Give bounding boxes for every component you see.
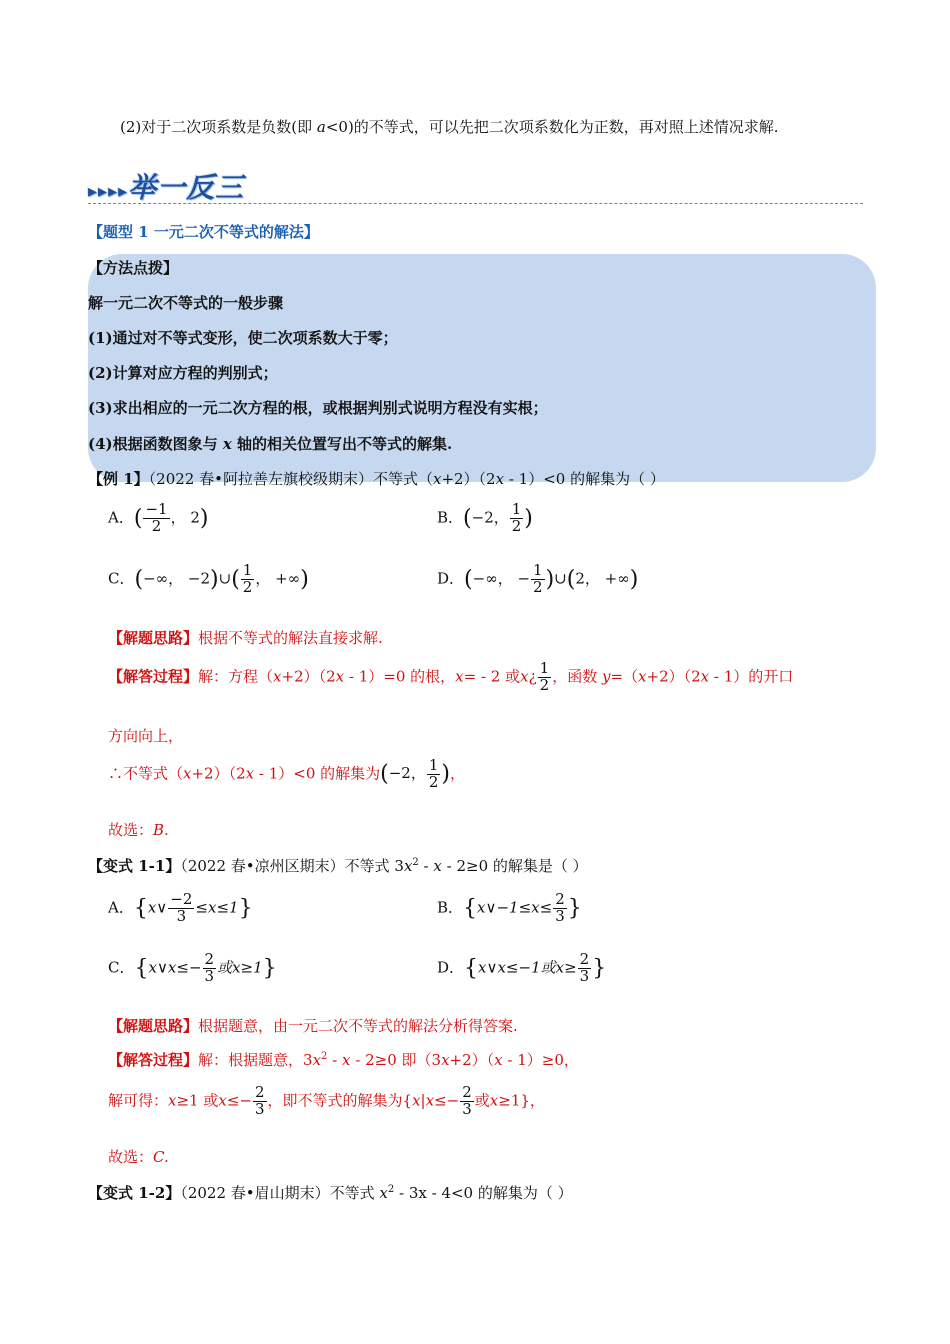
method-line-1: 解一元二次不等式的一般步骤	[88, 294, 284, 312]
example-1-option-a: A．( $\frac{-1}{2}$ ， 2)	[108, 500, 209, 535]
fraction: $\frac{-1}{2}$	[145, 500, 168, 535]
fraction: $\frac{-2}{3}$	[170, 890, 193, 925]
method-line-5: (4)根据函数图象与 x 轴的相关位置写出不等式的解集.	[88, 435, 453, 453]
banner-title: 举一反三	[128, 171, 245, 204]
method-line-3: (2)计算对应方程的判别式；	[88, 364, 278, 382]
section-banner	[88, 166, 244, 206]
fraction: $\frac{1}{2}$	[533, 561, 543, 596]
fraction: $\frac{1}{2}$	[539, 659, 550, 694]
method-line-2: (1)通过对不等式变形，使二次项系数大于零；	[88, 329, 398, 347]
fraction: $\frac{2}{3}$	[462, 1083, 472, 1118]
topic-label: 【题型 1 一元二次不等式的解法】	[88, 223, 319, 241]
example-1-answer: 故选：B.	[108, 821, 169, 839]
example-1-process-line-3: ∴不等式（x+2）（2x - 1）<0 的解集为(−2， $\frac{1}{2}$ )，	[108, 756, 466, 791]
fraction: $\frac{2}{3}$	[555, 890, 565, 925]
intro-line-2: (2)对于二次项系数是负数(即 a<0)的不等式，可以先把二次项系数化为正数，再对照上述情况求解.	[120, 118, 779, 136]
variant-1-1-answer: 故选：C.	[108, 1148, 169, 1166]
variant-1-1-question: 【变式 1-1】（2022 春•凉州区期末）不等式 $3x^2 - x - 2\ge 0$ 的解集是（ ）	[88, 857, 588, 875]
variant-1-1-option-c: C．{x∨x≤− $\frac{2}{3}$ 或x≥1}	[108, 950, 277, 985]
example-1-question: 【例 1】（2022 春•阿拉善左旗校级期末）不等式（x+2）（2x - 1）<0 的解集为（ ）	[88, 470, 665, 488]
variant-1-1-process-line-1: 【解答过程】解：根据题意，$3x^2 - x - 2\ge 0$ 即（3x+2）（x - 1）≥0，	[108, 1051, 579, 1069]
variant-1-1-process-line-2: 解可得：x≥1 或x≤− $\frac{2}{3}$ ，即不等式的解集为{x|x≤− $\frac{2}{3}$ 或x≥1}，	[108, 1083, 545, 1118]
example-1-option-b: B．(−2， $\frac{1}{2}$ )	[437, 500, 533, 535]
fraction: $\frac{1}{2}$	[242, 561, 253, 596]
variant-1-1-idea: 【解题思路】根据题意，由一元二次不等式的解法分析得答案.	[108, 1017, 518, 1035]
variant-1-1-option-b: B．{x∨−1≤x≤ $\frac{2}{3}$ }	[437, 890, 582, 925]
variant-1-1-option-a: A．{x∨ $\frac{-2}{3}$ ≤x≤1}	[108, 890, 253, 925]
example-1-process-line-1: 【解答过程】解：方程（x+2）（2x - 1）=0 的根，x= - 2 或x¿ $\frac{1}{2}$ ，函数 y=（x+2）（2x - 1）的开口	[108, 659, 794, 694]
method-line-4: (3)求出相应的一元二次方程的根，或根据判别式说明方程没有实根；	[88, 399, 548, 417]
method-heading: 【方法点拨】	[88, 259, 179, 277]
variant-1-1-option-d: D．{x∨x≤−1或x≥ $\frac{2}{3}$ }	[437, 950, 607, 985]
fraction: $\frac{2}{3}$	[204, 950, 215, 985]
fraction: $\frac{2}{3}$	[254, 1083, 265, 1118]
example-1-process-line-2: 方向向上，	[108, 727, 184, 745]
example-1-option-c: C．(−∞， −2)∪( $\frac{1}{2}$ ， +∞)	[108, 561, 309, 596]
fraction: $\frac{1}{2}$	[511, 500, 522, 535]
fraction: $\frac{2}{3}$	[579, 950, 590, 985]
variant-1-2-question: 【变式 1-2】（2022 春•眉山期末）不等式 $x^2 - 3x - 4<0$ 的解集为（ ）	[88, 1184, 573, 1202]
example-1-idea: 【解题思路】根据不等式的解法直接求解.	[108, 629, 383, 647]
example-1-option-d: D．(−∞， − $\frac{1}{2}$ )∪(2， +∞)	[437, 561, 639, 596]
banner-arrows-icon: ▸▸▸▸	[88, 181, 129, 202]
fraction: $\frac{1}{2}$	[428, 756, 439, 791]
banner-divider	[88, 203, 863, 204]
